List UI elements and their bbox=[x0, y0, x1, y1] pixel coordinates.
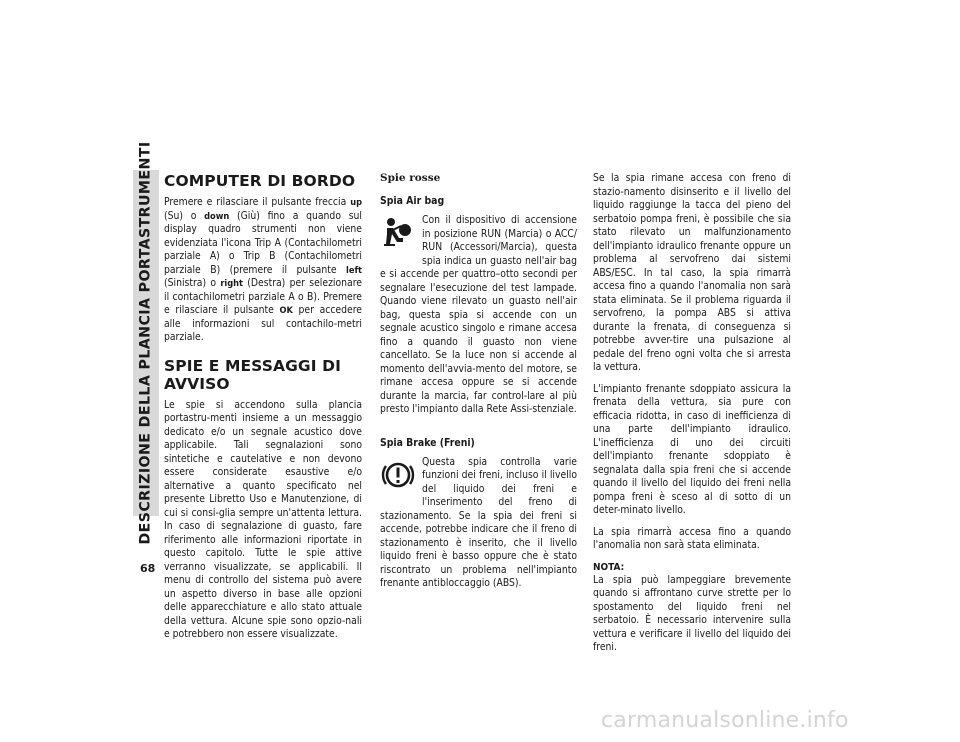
paragraph-brake-continued: Se la spia rimane accesa con freno di stazio-namento disinserito e il livello del liquido raggiunge la tacca del pieno del serbatoio pompa freni, è possibile che sia stato rilevato un malfunzionamento dell'impianto idraulico frenante oppure un problema al servofreno dai sistemi ABS/ESC. In tal caso, la spia rimarrà accesa fino a quando l'anomalia non sarà stata eliminata. Se il problema riguarda il servofreno, la pompa ABS si attiva durante la frenata, di conseguenza si potrebbe avver-tire una pulsazione al pedale del freno ogni volta che si arresta la vettura. bbox=[593, 172, 791, 373]
paragraph-spia-air-bag: Con il dispositivo di accensione in posizione RUN (Marcia) o ACC/ RUN (Accessori/Marcia), questa spia indica un guasto nell'air bag e si accende per quattro–otto secondi per segnalare l'esecuzione del test lampade. Quando viene rilevato un guasto nell'air bag, questa spia si accende con un segnale acustico singolo e rimane accesa fino a quando il guasto non viene cancellato. Se la luce non si accende al momento dell'avvia-mento del motore, se rimane accesa oppure se si accende durante la marcia, far control-lare al più presto l'impianto dalla Rete Assi-stenziale. bbox=[380, 214, 577, 415]
airbag-warning-icon bbox=[380, 216, 416, 260]
keyword-left: left bbox=[346, 264, 362, 276]
paragraph-spie-e-messaggi: Le spie si accendono sulla plancia portastru-menti insieme a un messaggio dedicato e/o un segnale acustico dove applicabile. Tali segnalazioni sono sintetiche e cautelative e non devono essere considerate esaustive e/o alternative a quanto specificato nel presente Libretto Uso e Manutenzione, di cui si consi-glia sempre un'attenta lettura. In caso di segnalazione di guasto, fare riferimento alle informazioni riportate in questo capitolo. Tutte le spie attive verranno visualizzate, se applicabili. Il menu di controllo del sistema può avere un aspetto diverso in base alle opzioni delle apparecchiature e allo stato attuale della vettura. Alcune spie sono opzio-nali e potrebbero non essere visualizzate. bbox=[164, 398, 362, 640]
brake-warning-icon bbox=[380, 458, 416, 502]
keyword-up: up bbox=[350, 197, 362, 208]
heading-spia-air-bag: Spia Air bag bbox=[380, 195, 445, 207]
keyword-right: right bbox=[220, 278, 243, 289]
text-run: (Su) o bbox=[164, 209, 205, 222]
paragraph-computer-di-bordo bbox=[164, 196, 362, 345]
nota-label: NOTA: bbox=[593, 561, 625, 573]
watermark: carmanualsonline.info bbox=[601, 708, 849, 733]
heading-computer-di-bordo: COMPUTER DI BORDO bbox=[164, 172, 356, 190]
paragraph-spia-accesa: La spia rimarrà accesa fino a quando l'anomalia non sarà stata eliminata. bbox=[593, 525, 791, 551]
text-run: (Destra) per selezionare il contachilometri parziale A o B). Premere e rilasciare il pulsante bbox=[164, 277, 362, 316]
column-left bbox=[164, 172, 362, 650]
heading-spia-brake: Spia Brake (Freni) bbox=[380, 436, 475, 449]
text-run: per accedere alle informazioni sul contachilo-metri parziale. bbox=[164, 304, 362, 343]
text-run: (Sinistra) o bbox=[164, 277, 221, 289]
column-middle bbox=[380, 172, 577, 599]
heading-spie-e-messaggi: SPIE E MESSAGGI DI AVVISO bbox=[164, 356, 341, 393]
nota-text: La spia può lampeggiare brevemente quando si affrontano curve strette per lo spostamento del liquido freni nel serbatoio. È necessario intervenire sulla vettura e verificare il livello del liquido dei freni. bbox=[593, 573, 791, 653]
paragraph-spia-brake: Questa spia controlla varie funzioni dei freni, incluso il livello del liquido dei freni e l'inserimento del freno di stazionamento. Se la spia dei freni si accende, potrebbe indicare che il freno di stazionamento è inserito, che il livello liquido freni è basso oppure che è stato riscontrato un problema nell'impianto frenante antibloccaggio (ABS). bbox=[380, 455, 577, 589]
paragraph-impianto-sdoppiato: L'impianto frenante sdoppiato assicura la frenata della vettura, sia pure con efficacia ridotta, in caso di inefficienza di una parte dell'impianto idraulico. L'inefficienza di uno dei circuiti dell'impianto frenante sdoppiato è segnalata dalla spia freni che si accende quando il livello del liquido dei freni nella pompa freni è sceso al di sotto di un deter-minato livello. bbox=[593, 382, 791, 516]
text-run: Premere e rilasciare il pulsante freccia bbox=[164, 196, 351, 208]
section-side-tab-label: DESCRIZIONE DELLA PLANCIA PORTASTRUMENTI bbox=[138, 141, 154, 545]
column-right bbox=[593, 172, 791, 663]
page-number: 68 bbox=[140, 562, 156, 575]
keyword-down: down bbox=[204, 210, 230, 222]
text-run: (Giù) fino a quando sul display quadro strumenti non viene evidenziata l'icona Trip A (Contachilometri parziale A) o Trip B (Contachilometri parziale B) (premere il pulsante bbox=[164, 209, 362, 276]
airbag-lamp-block bbox=[380, 214, 577, 425]
section-title-spie-rosse: Spie rosse bbox=[380, 172, 441, 184]
keyword-ok: OK bbox=[279, 305, 293, 316]
section-side-tab bbox=[137, 141, 155, 545]
brake-lamp-block bbox=[380, 456, 577, 599]
